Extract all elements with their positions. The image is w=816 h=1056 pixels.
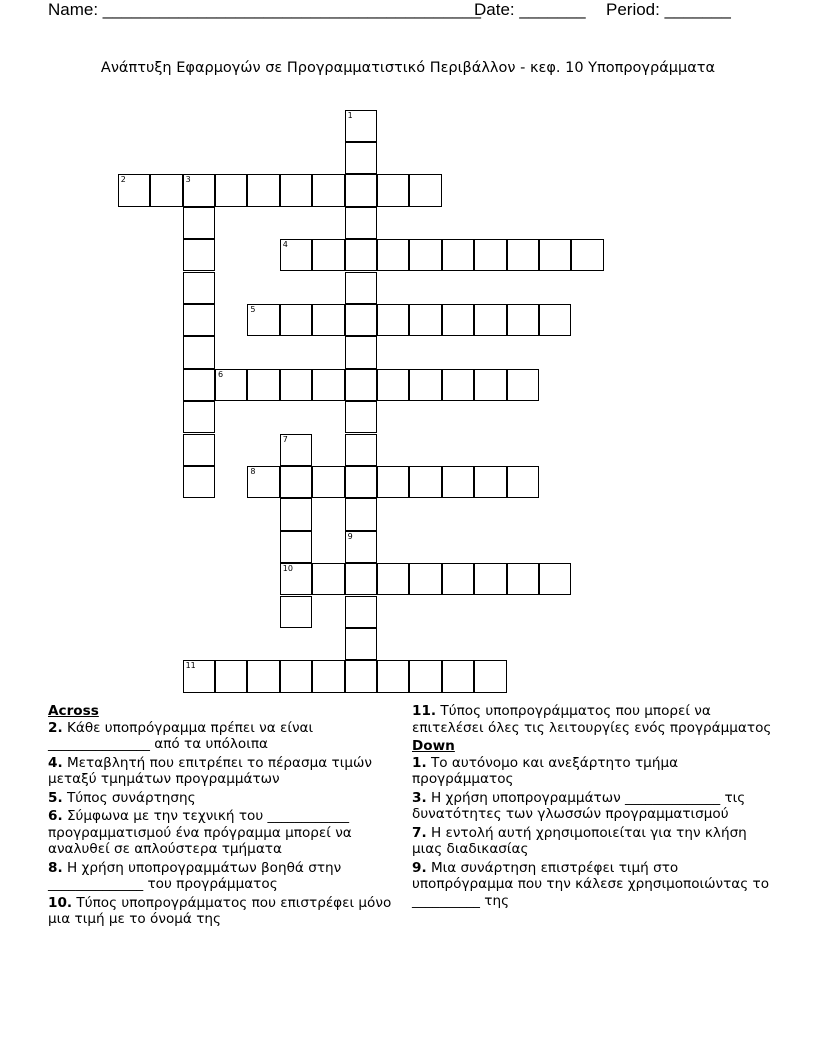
- across-heading: Across: [48, 703, 99, 719]
- clue-item-number: 5.: [48, 789, 63, 806]
- clue-item-text: Τύπος συνάρτησης: [62, 789, 196, 806]
- date-field[interactable]: Date: _______: [474, 0, 586, 19]
- crossword-cell[interactable]: [215, 174, 247, 206]
- clue-item-text: Κάθε υποπρόγραμμα πρέπει να είναι _______________ από τα υπόλοιπα: [48, 719, 314, 752]
- clue-item-number: 10.: [48, 894, 73, 911]
- clue-item: [412, 825, 777, 858]
- clue-number: 4: [282, 240, 288, 250]
- clue-number: 2: [120, 175, 126, 185]
- clue-number: 9: [347, 531, 353, 541]
- clue-item: [48, 790, 408, 807]
- crossword-cell[interactable]: [312, 563, 344, 595]
- clue-item-text: Σύμφωνα με την τεχνική του ____________ προγραμματισμού ένα πρόγραμμα μπορεί να αναλυθεί σε απλούστερα τμήματα: [48, 808, 352, 857]
- crossword-cell[interactable]: [345, 531, 377, 563]
- clues-right-column: [412, 703, 777, 911]
- crossword-cell[interactable]: [507, 239, 539, 271]
- crossword-cell[interactable]: [409, 466, 441, 498]
- clue-number: 6: [218, 369, 224, 379]
- crossword-cell[interactable]: [345, 142, 377, 174]
- crossword-cell[interactable]: [118, 174, 150, 206]
- clue-item: [48, 720, 408, 753]
- crossword-cell[interactable]: [571, 239, 603, 271]
- crossword-cell[interactable]: [345, 174, 377, 206]
- clue-item: [412, 860, 777, 910]
- crossword-cell[interactable]: [474, 660, 506, 692]
- crossword-cell[interactable]: [345, 110, 377, 142]
- crossword-cell[interactable]: [280, 596, 312, 628]
- crossword-cell[interactable]: [312, 466, 344, 498]
- crossword-cell[interactable]: [345, 434, 377, 466]
- crossword-cell[interactable]: [280, 660, 312, 692]
- period-field[interactable]: Period: _______: [606, 0, 731, 19]
- crossword-cell[interactable]: [280, 498, 312, 530]
- crossword-cell[interactable]: [345, 272, 377, 304]
- crossword-cell[interactable]: [507, 304, 539, 336]
- crossword-cell[interactable]: [539, 304, 571, 336]
- crossword-cell[interactable]: [507, 466, 539, 498]
- clue-number: 10: [282, 564, 293, 574]
- crossword-cell[interactable]: [442, 563, 474, 595]
- clue-item-text: Η εντολή αυτή χρησιμοποιείται για την κλήση μιας διαδικασίας: [412, 824, 747, 857]
- crossword-cell[interactable]: [183, 660, 215, 692]
- clue-item-number: 7.: [412, 824, 427, 841]
- clue-number: 5: [250, 304, 256, 314]
- crossword-cell[interactable]: [409, 304, 441, 336]
- crossword-cell[interactable]: [345, 369, 377, 401]
- crossword-cell[interactable]: [442, 466, 474, 498]
- crossword-cell[interactable]: [312, 174, 344, 206]
- crossword-cell[interactable]: [507, 369, 539, 401]
- crossword-cell[interactable]: [409, 563, 441, 595]
- clue-item: [412, 703, 777, 736]
- crossword-cell[interactable]: [442, 304, 474, 336]
- crossword-cell[interactable]: [215, 660, 247, 692]
- crossword-cell[interactable]: [280, 466, 312, 498]
- crossword-cell[interactable]: [183, 304, 215, 336]
- crossword-cell[interactable]: [409, 174, 441, 206]
- crossword-cell[interactable]: [280, 434, 312, 466]
- crossword-cell[interactable]: [377, 369, 409, 401]
- crossword-cell[interactable]: [280, 563, 312, 595]
- crossword-cell[interactable]: [280, 369, 312, 401]
- crossword-cell[interactable]: [345, 207, 377, 239]
- crossword-cell[interactable]: [377, 304, 409, 336]
- crossword-cell[interactable]: [183, 401, 215, 433]
- crossword-cell[interactable]: [377, 660, 409, 692]
- clue-item: [48, 860, 408, 893]
- clue-item: [412, 790, 777, 823]
- crossword-cell[interactable]: [345, 239, 377, 271]
- clue-item-number: 1.: [412, 754, 427, 771]
- crossword-cell[interactable]: [183, 466, 215, 498]
- crossword-cell[interactable]: [150, 174, 182, 206]
- crossword-cell[interactable]: [183, 239, 215, 271]
- crossword-cell[interactable]: [280, 239, 312, 271]
- clue-item-text: Μεταβλητή που επιτρέπει το πέρασμα τιμών μεταξύ τμημάτων προγραμμάτων: [48, 754, 372, 787]
- clue-item-number: 11.: [412, 703, 437, 719]
- crossword-cell[interactable]: [183, 336, 215, 368]
- clue-item-number: 9.: [412, 859, 427, 876]
- clue-item-number: 6.: [48, 808, 63, 824]
- crossword-cell[interactable]: [247, 174, 279, 206]
- crossword-cell[interactable]: [409, 369, 441, 401]
- crossword-cell[interactable]: [539, 239, 571, 271]
- crossword-cell[interactable]: [247, 369, 279, 401]
- crossword-cell[interactable]: [345, 563, 377, 595]
- crossword-cell[interactable]: [442, 660, 474, 692]
- crossword-cell[interactable]: [474, 369, 506, 401]
- crossword-cell[interactable]: [312, 239, 344, 271]
- crossword-cell[interactable]: [474, 304, 506, 336]
- clue-number: 1: [347, 110, 353, 120]
- crossword-cell[interactable]: [442, 369, 474, 401]
- clue-number: 3: [185, 175, 191, 185]
- crossword-cell[interactable]: [345, 466, 377, 498]
- crossword-cell[interactable]: [345, 401, 377, 433]
- crossword-cell[interactable]: [280, 174, 312, 206]
- crossword-cell[interactable]: [312, 369, 344, 401]
- clue-item-text: Τύπος υποπρογράμματος που μπορεί να επιτελέσει όλες τις λειτουργίες ενός προγράμματος: [412, 703, 772, 736]
- crossword-cell[interactable]: [345, 304, 377, 336]
- clue-item-number: 3.: [412, 789, 427, 806]
- crossword-cell[interactable]: [409, 239, 441, 271]
- page-title: Ανάπτυξη Εφαρμογών σε Προγραμματιστικό Περιβάλλον - κεφ. 10 Υποπρογράμματα: [100, 60, 716, 76]
- crossword-cell[interactable]: [345, 628, 377, 660]
- crossword-cell[interactable]: [215, 369, 247, 401]
- crossword-cell[interactable]: [345, 336, 377, 368]
- crossword-cell[interactable]: [312, 660, 344, 692]
- crossword-cell[interactable]: [377, 563, 409, 595]
- clue-number: 7: [282, 434, 288, 444]
- clue-item-text: Το αυτόνομο και ανεξάρτητο τμήμα προγράμματος: [412, 754, 679, 787]
- crossword-cell[interactable]: [247, 466, 279, 498]
- clue-item: [48, 755, 408, 788]
- crossword-cell[interactable]: [345, 498, 377, 530]
- crossword-cell[interactable]: [247, 304, 279, 336]
- down-heading: Down: [412, 738, 455, 754]
- clue-item-number: 4.: [48, 754, 63, 771]
- crossword-cell[interactable]: [345, 596, 377, 628]
- crossword-cell[interactable]: [409, 660, 441, 692]
- clue-number: 8: [250, 466, 256, 476]
- clue-item-number: 2.: [48, 719, 63, 736]
- crossword-cell[interactable]: [247, 660, 279, 692]
- crossword-cell[interactable]: [183, 369, 215, 401]
- clue-item: [48, 808, 408, 858]
- crossword-cell[interactable]: [280, 531, 312, 563]
- clue-item: [412, 755, 777, 788]
- name-field[interactable]: Name: ________________________________________: [48, 0, 481, 19]
- crossword-cell[interactable]: [183, 207, 215, 239]
- clue-item-number: 8.: [48, 859, 63, 876]
- crossword-cell[interactable]: [312, 304, 344, 336]
- crossword-cell[interactable]: [280, 304, 312, 336]
- crossword-cell[interactable]: [377, 239, 409, 271]
- clue-number: 11: [185, 661, 196, 671]
- crossword-cell[interactable]: [183, 272, 215, 304]
- crossword-cell[interactable]: [474, 466, 506, 498]
- crossword-cell[interactable]: [183, 434, 215, 466]
- crossword-cell[interactable]: [183, 174, 215, 206]
- crossword-cell[interactable]: [474, 239, 506, 271]
- across-clues: [48, 703, 408, 930]
- crossword-cell[interactable]: [474, 563, 506, 595]
- crossword-cell[interactable]: [377, 174, 409, 206]
- clue-item-text: Η χρήση υποπρογραμμάτων ______________ τις δυνατότητες των γλωσσών προγραμματισμού: [412, 789, 746, 822]
- crossword-cell[interactable]: [345, 660, 377, 692]
- clue-item-text: Η χρήση υποπρογραμμάτων βοηθά στην ______________ του προγράμματος: [48, 859, 342, 892]
- crossword-cell[interactable]: [377, 466, 409, 498]
- clue-item-text: Μια συνάρτηση επιστρέφει τιμή στο υποπρόγραμμα που την κάλεσε χρησιμοποιώντας το __________ της: [412, 859, 770, 909]
- clue-item: [48, 895, 408, 928]
- clue-item-text: Τύπος υποπρογράμματος που επιστρέφει μόνο μια τιμή με το όνομά της: [48, 894, 392, 927]
- crossword-cell[interactable]: [507, 563, 539, 595]
- crossword-cell[interactable]: [442, 239, 474, 271]
- crossword-cell[interactable]: [539, 563, 571, 595]
